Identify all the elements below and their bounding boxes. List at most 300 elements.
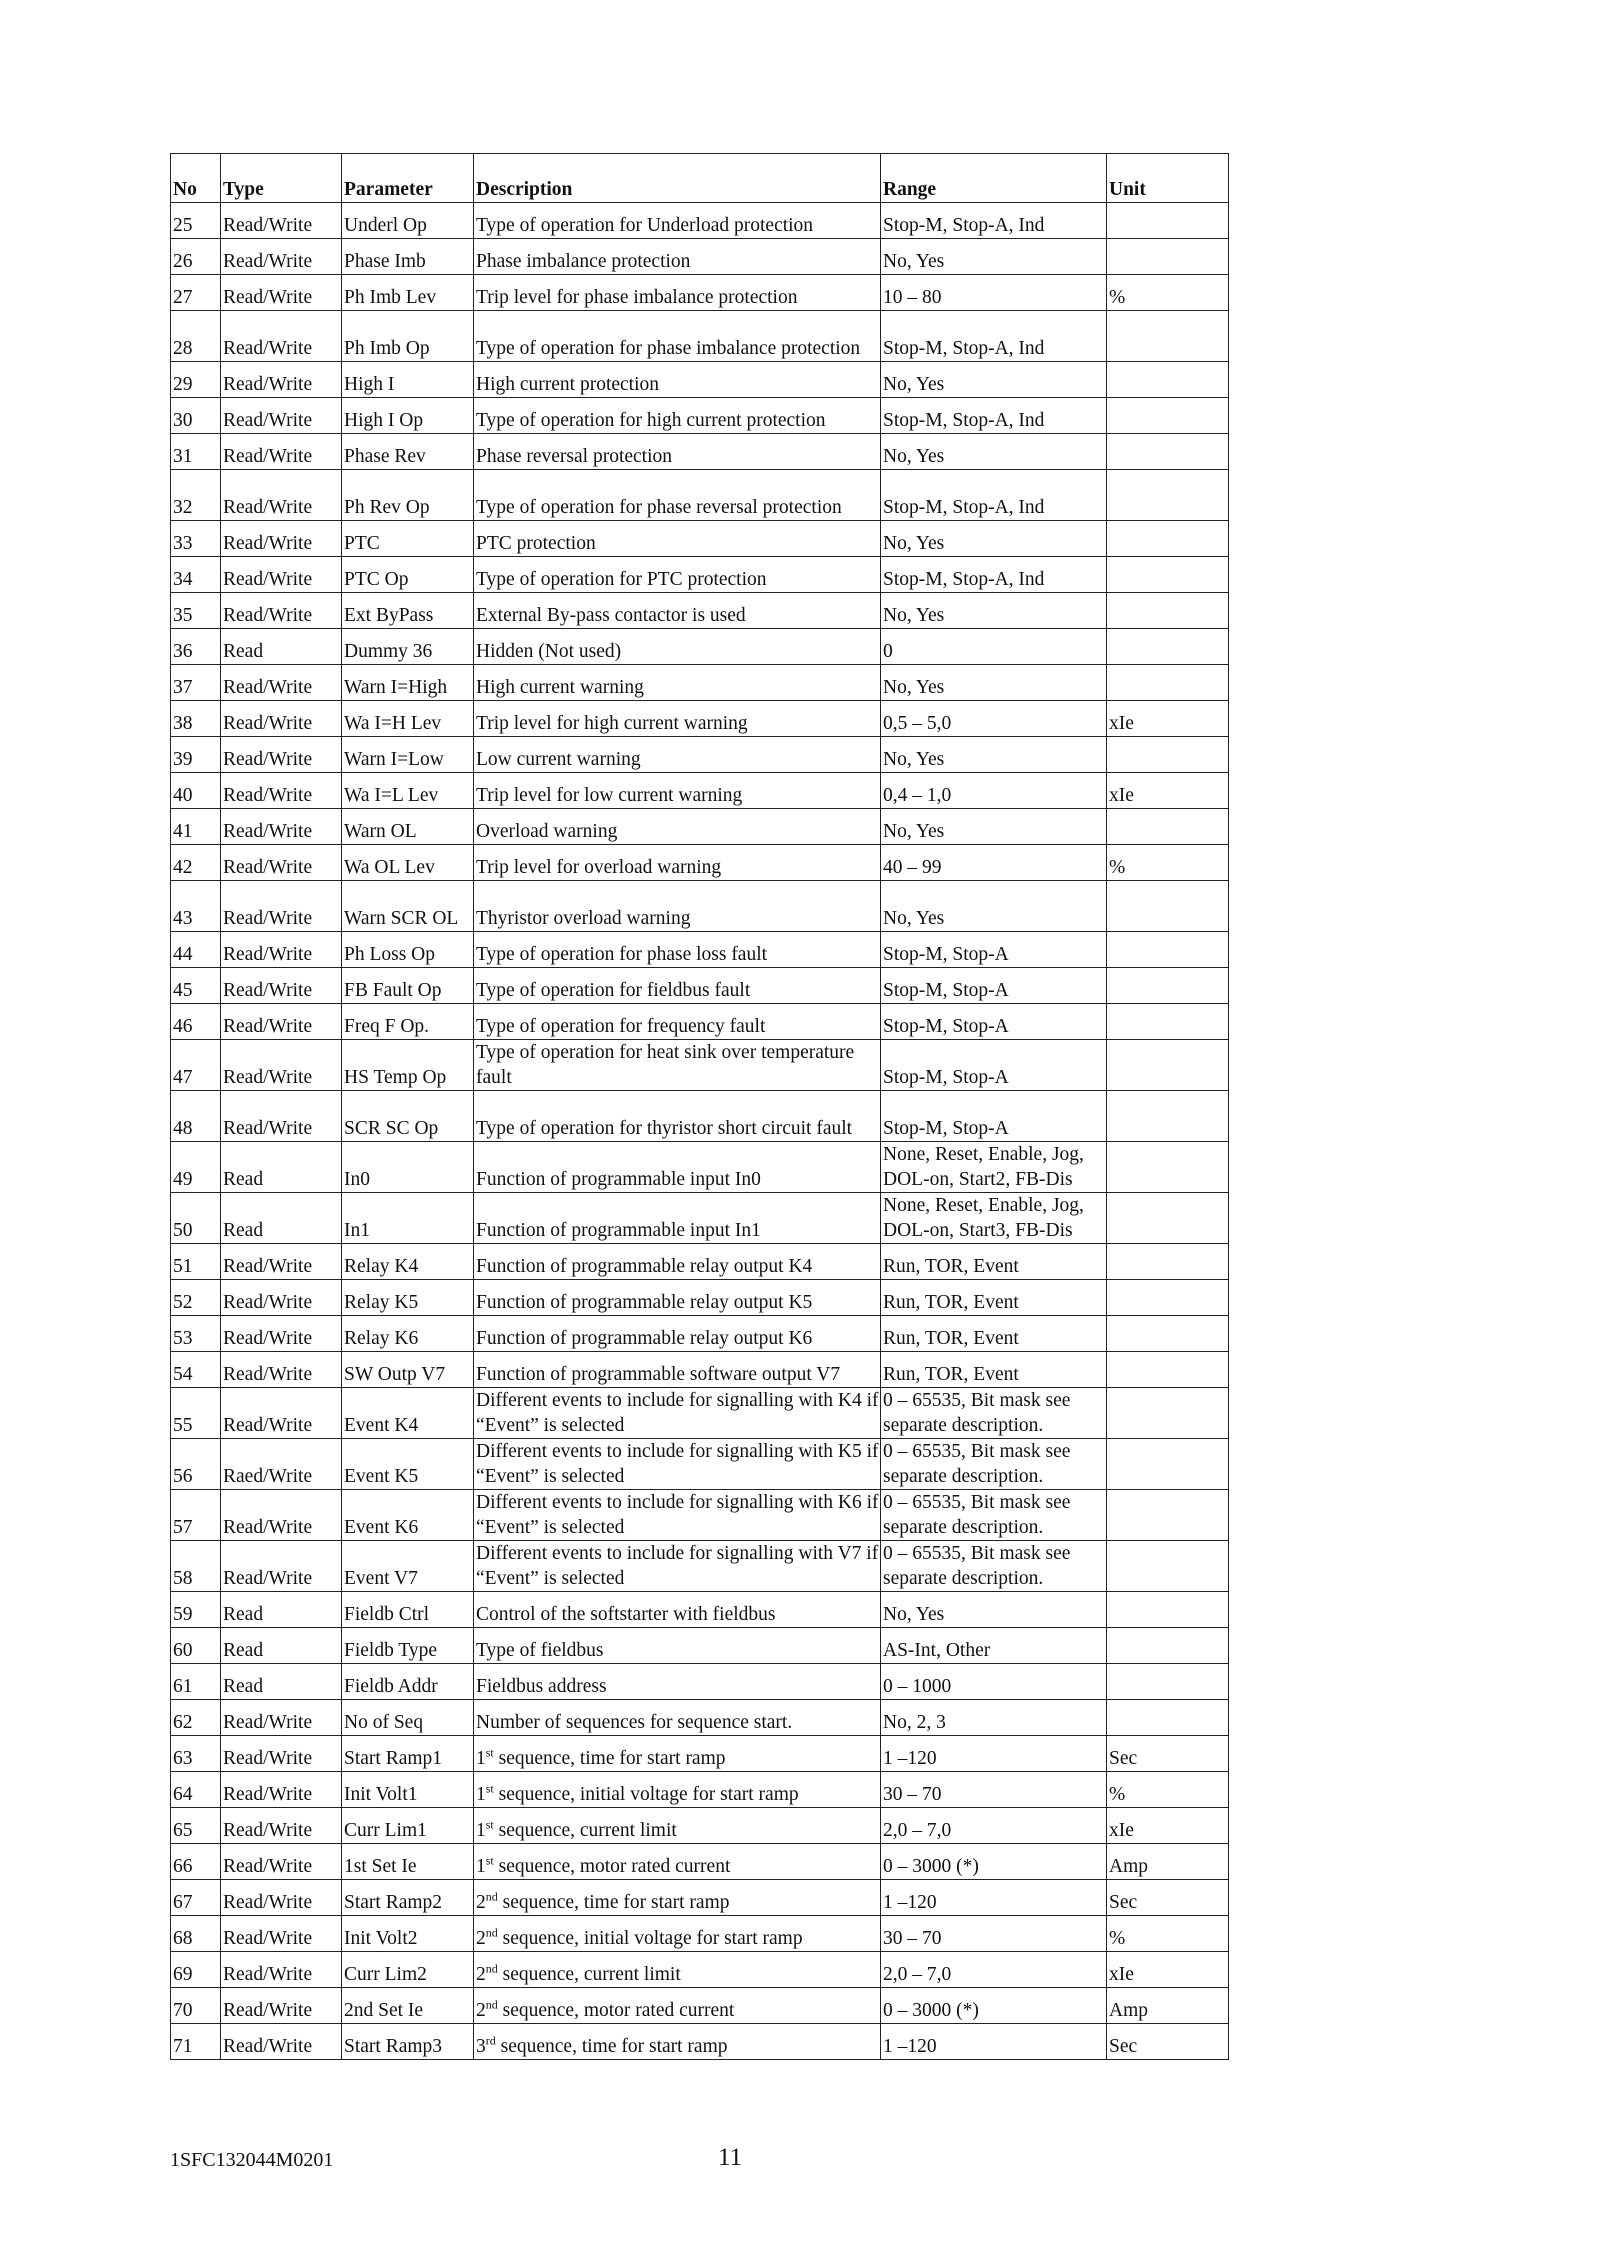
cell-unit: Sec — [1107, 1736, 1229, 1772]
cell-unit — [1107, 629, 1229, 665]
cell-type: Read/Write — [221, 701, 342, 737]
table-row — [171, 557, 1229, 593]
cell-type: Read/Write — [221, 845, 342, 881]
cell-type: Read/Write — [221, 1880, 342, 1916]
table-row — [171, 809, 1229, 845]
cell-no: 29 — [171, 362, 221, 398]
cell-no: 37 — [171, 665, 221, 701]
cell-no: 38 — [171, 701, 221, 737]
cell-unit — [1107, 932, 1229, 968]
cell-parameter: 1st Set Ie — [342, 1844, 474, 1880]
cell-description — [474, 1772, 881, 1808]
cell-range: Stop-M, Stop-A — [881, 932, 1107, 968]
cell-parameter: Phase Rev — [342, 434, 474, 470]
cell-range: No, Yes — [881, 362, 1107, 398]
cell-parameter: Fieldb Ctrl — [342, 1592, 474, 1628]
cell-type: Read/Write — [221, 1004, 342, 1040]
cell-no: 28 — [171, 311, 221, 362]
cell-no: 43 — [171, 881, 221, 932]
cell-range: 0,4 – 1,0 — [881, 773, 1107, 809]
parameter-table — [170, 153, 1229, 2060]
cell-type: Read — [221, 1664, 342, 1700]
cell-description — [474, 2024, 881, 2060]
cell-description — [474, 1880, 881, 1916]
cell-range: None, Reset, Enable, Jog, DOL-on, Start2, FB-Dis — [881, 1142, 1107, 1193]
cell-unit — [1107, 1004, 1229, 1040]
table-row — [171, 1736, 1229, 1772]
cell-no: 57 — [171, 1490, 221, 1541]
cell-parameter: Ext ByPass — [342, 593, 474, 629]
table-header-row — [171, 154, 1229, 203]
cell-unit — [1107, 665, 1229, 701]
cell-range: 1 –120 — [881, 1736, 1107, 1772]
cell-parameter: Curr Lim1 — [342, 1808, 474, 1844]
cell-range: No, Yes — [881, 881, 1107, 932]
description-text: sequence, motor rated current — [493, 1856, 731, 1877]
cell-parameter: Phase Imb — [342, 239, 474, 275]
table-row — [171, 1490, 1229, 1541]
cell-description: Type of operation for PTC protection — [474, 557, 881, 593]
cell-type: Read — [221, 629, 342, 665]
sequence-number: 1 — [476, 1784, 486, 1805]
cell-range: 0 – 65535, Bit mask see separate description. — [881, 1541, 1107, 1592]
table-row — [171, 593, 1229, 629]
cell-parameter: Event K4 — [342, 1388, 474, 1439]
description-text: sequence, time for start ramp — [497, 1892, 730, 1913]
cell-type: Read/Write — [221, 239, 342, 275]
cell-type: Read/Write — [221, 1916, 342, 1952]
cell-description: Trip level for low current warning — [474, 773, 881, 809]
cell-no: 46 — [171, 1004, 221, 1040]
cell-no: 40 — [171, 773, 221, 809]
cell-parameter: Warn SCR OL — [342, 881, 474, 932]
cell-no: 62 — [171, 1700, 221, 1736]
table-row — [171, 1952, 1229, 1988]
cell-unit — [1107, 1439, 1229, 1490]
cell-parameter: SW Outp V7 — [342, 1352, 474, 1388]
cell-range: Run, TOR, Event — [881, 1280, 1107, 1316]
cell-parameter: Freq F Op. — [342, 1004, 474, 1040]
cell-no: 58 — [171, 1541, 221, 1592]
cell-no: 66 — [171, 1844, 221, 1880]
cell-no: 50 — [171, 1193, 221, 1244]
cell-range: No, Yes — [881, 239, 1107, 275]
cell-type: Read/Write — [221, 809, 342, 845]
cell-description: Different events to include for signalling with V7 if “Event” is selected — [474, 1541, 881, 1592]
cell-no: 69 — [171, 1952, 221, 1988]
cell-parameter: Warn I=High — [342, 665, 474, 701]
cell-unit: xIe — [1107, 1808, 1229, 1844]
cell-description — [474, 1916, 881, 1952]
cell-parameter: Ph Loss Op — [342, 932, 474, 968]
table-row — [171, 275, 1229, 311]
cell-description: Hidden (Not used) — [474, 629, 881, 665]
cell-parameter: Event K5 — [342, 1439, 474, 1490]
cell-unit — [1107, 239, 1229, 275]
sequence-number: 1 — [476, 1820, 486, 1841]
cell-no: 64 — [171, 1772, 221, 1808]
cell-no: 63 — [171, 1736, 221, 1772]
cell-parameter: Event V7 — [342, 1541, 474, 1592]
cell-unit: Sec — [1107, 1880, 1229, 1916]
cell-description — [474, 1736, 881, 1772]
cell-type: Read/Write — [221, 470, 342, 521]
cell-unit — [1107, 1388, 1229, 1439]
cell-type: Read/Write — [221, 1316, 342, 1352]
cell-range: Run, TOR, Event — [881, 1244, 1107, 1280]
cell-range: Run, TOR, Event — [881, 1316, 1107, 1352]
cell-unit — [1107, 1490, 1229, 1541]
description-text: sequence, current limit — [493, 1820, 677, 1841]
table-row — [171, 398, 1229, 434]
cell-range: No, Yes — [881, 434, 1107, 470]
cell-parameter: PTC — [342, 521, 474, 557]
sequence-number: 2 — [476, 1928, 486, 1949]
table-row — [171, 1091, 1229, 1142]
sequence-number: 2 — [476, 2000, 486, 2021]
cell-no: 52 — [171, 1280, 221, 1316]
cell-parameter: Fieldb Type — [342, 1628, 474, 1664]
cell-type: Read/Write — [221, 203, 342, 239]
cell-unit — [1107, 737, 1229, 773]
ordinal-suffix: nd — [485, 1997, 498, 2012]
cell-unit — [1107, 521, 1229, 557]
cell-range: 0 — [881, 629, 1107, 665]
table-row — [171, 1700, 1229, 1736]
cell-type: Read/Write — [221, 1040, 342, 1091]
header-unit: Unit — [1107, 154, 1229, 203]
cell-no: 65 — [171, 1808, 221, 1844]
cell-range: 0 – 1000 — [881, 1664, 1107, 1700]
cell-unit: % — [1107, 1916, 1229, 1952]
cell-range: Stop-M, Stop-A, Ind — [881, 311, 1107, 362]
cell-unit — [1107, 809, 1229, 845]
cell-parameter: Event K6 — [342, 1490, 474, 1541]
cell-type: Read/Write — [221, 968, 342, 1004]
cell-no: 47 — [171, 1040, 221, 1091]
sequence-number: 3 — [476, 2036, 486, 2057]
cell-parameter: Relay K6 — [342, 1316, 474, 1352]
cell-no: 49 — [171, 1142, 221, 1193]
cell-no: 68 — [171, 1916, 221, 1952]
cell-unit — [1107, 434, 1229, 470]
cell-range: 40 – 99 — [881, 845, 1107, 881]
cell-no: 60 — [171, 1628, 221, 1664]
cell-no: 30 — [171, 398, 221, 434]
cell-description: Type of operation for phase imbalance protection — [474, 311, 881, 362]
cell-description — [474, 1988, 881, 2024]
cell-parameter: In0 — [342, 1142, 474, 1193]
ordinal-suffix: st — [485, 1817, 494, 1832]
table-row — [171, 1541, 1229, 1592]
cell-range: 0 – 3000 (*) — [881, 1988, 1107, 2024]
cell-no: 33 — [171, 521, 221, 557]
cell-parameter: Warn I=Low — [342, 737, 474, 773]
header-description: Description — [474, 154, 881, 203]
cell-range: Stop-M, Stop-A, Ind — [881, 203, 1107, 239]
cell-range: Stop-M, Stop-A, Ind — [881, 398, 1107, 434]
cell-description: Function of programmable input In1 — [474, 1193, 881, 1244]
table-row — [171, 1988, 1229, 2024]
cell-unit — [1107, 1541, 1229, 1592]
cell-range: No, Yes — [881, 809, 1107, 845]
table-row — [171, 737, 1229, 773]
table-row — [171, 1664, 1229, 1700]
cell-no: 44 — [171, 932, 221, 968]
cell-no: 42 — [171, 845, 221, 881]
cell-no: 53 — [171, 1316, 221, 1352]
cell-type: Read/Write — [221, 362, 342, 398]
cell-type: Read/Write — [221, 1772, 342, 1808]
table-row — [171, 521, 1229, 557]
cell-description: Number of sequences for sequence start. — [474, 1700, 881, 1736]
table-row — [171, 1628, 1229, 1664]
cell-description: External By-pass contactor is used — [474, 593, 881, 629]
cell-parameter: Start Ramp1 — [342, 1736, 474, 1772]
cell-type: Read/Write — [221, 1541, 342, 1592]
cell-type: Read/Write — [221, 1091, 342, 1142]
cell-description: Type of operation for heat sink over temperature fault — [474, 1040, 881, 1091]
description-text: sequence, initial voltage for start ramp — [497, 1928, 803, 1949]
table-row — [171, 203, 1229, 239]
cell-range: 10 – 80 — [881, 275, 1107, 311]
cell-range: No, Yes — [881, 1592, 1107, 1628]
cell-no: 32 — [171, 470, 221, 521]
header-range: Range — [881, 154, 1107, 203]
cell-description: Function of programmable relay output K4 — [474, 1244, 881, 1280]
cell-description: Phase reversal protection — [474, 434, 881, 470]
ordinal-suffix: st — [485, 1781, 494, 1796]
description-text: sequence, initial voltage for start ramp — [493, 1784, 799, 1805]
cell-no: 67 — [171, 1880, 221, 1916]
cell-unit — [1107, 1316, 1229, 1352]
header-parameter: Parameter — [342, 154, 474, 203]
table-row — [171, 1193, 1229, 1244]
cell-range: Stop-M, Stop-A — [881, 968, 1107, 1004]
description-text: sequence, motor rated current — [497, 2000, 735, 2021]
cell-type: Read — [221, 1592, 342, 1628]
cell-range: Stop-M, Stop-A — [881, 1004, 1107, 1040]
table-row — [171, 2024, 1229, 2060]
cell-type: Read — [221, 1193, 342, 1244]
cell-description: Function of programmable software output V7 — [474, 1352, 881, 1388]
cell-description: Type of operation for high current protection — [474, 398, 881, 434]
cell-unit: xIe — [1107, 773, 1229, 809]
cell-description: Different events to include for signalling with K6 if “Event” is selected — [474, 1490, 881, 1541]
cell-range: None, Reset, Enable, Jog, DOL-on, Start3, FB-Dis — [881, 1193, 1107, 1244]
cell-parameter: Curr Lim2 — [342, 1952, 474, 1988]
cell-type: Read/Write — [221, 1280, 342, 1316]
cell-parameter: High I Op — [342, 398, 474, 434]
cell-type: Read/Write — [221, 1736, 342, 1772]
cell-type: Read/Write — [221, 521, 342, 557]
cell-no: 25 — [171, 203, 221, 239]
cell-description: Type of operation for fieldbus fault — [474, 968, 881, 1004]
table-row — [171, 1244, 1229, 1280]
ordinal-suffix: st — [485, 1745, 494, 1760]
cell-range: No, Yes — [881, 521, 1107, 557]
cell-unit — [1107, 1244, 1229, 1280]
cell-type: Read/Write — [221, 1952, 342, 1988]
cell-range: 30 – 70 — [881, 1916, 1107, 1952]
cell-type: Read/Write — [221, 1490, 342, 1541]
cell-unit — [1107, 557, 1229, 593]
cell-unit: % — [1107, 275, 1229, 311]
cell-parameter: Fieldb Addr — [342, 1664, 474, 1700]
table-row — [171, 1142, 1229, 1193]
cell-description — [474, 1808, 881, 1844]
cell-unit — [1107, 203, 1229, 239]
cell-range: 1 –120 — [881, 2024, 1107, 2060]
header-no: No — [171, 154, 221, 203]
cell-no: 51 — [171, 1244, 221, 1280]
cell-no: 34 — [171, 557, 221, 593]
cell-type: Read/Write — [221, 275, 342, 311]
cell-type: Read/Write — [221, 1244, 342, 1280]
cell-unit: Amp — [1107, 1844, 1229, 1880]
table-row — [171, 932, 1229, 968]
cell-parameter: High I — [342, 362, 474, 398]
cell-description: Type of operation for phase loss fault — [474, 932, 881, 968]
table-row — [171, 665, 1229, 701]
cell-range: No, Yes — [881, 737, 1107, 773]
table-row — [171, 1004, 1229, 1040]
cell-parameter: Ph Imb Lev — [342, 275, 474, 311]
cell-parameter: Start Ramp2 — [342, 1880, 474, 1916]
cell-description: PTC protection — [474, 521, 881, 557]
cell-type: Read/Write — [221, 737, 342, 773]
cell-unit: Sec — [1107, 2024, 1229, 2060]
cell-type: Read — [221, 1628, 342, 1664]
table-row — [171, 1040, 1229, 1091]
cell-range: 2,0 – 7,0 — [881, 1952, 1107, 1988]
cell-no: 41 — [171, 809, 221, 845]
cell-no: 54 — [171, 1352, 221, 1388]
cell-no: 56 — [171, 1439, 221, 1490]
cell-description: Trip level for phase imbalance protection — [474, 275, 881, 311]
cell-description: High current warning — [474, 665, 881, 701]
sequence-number: 2 — [476, 1964, 486, 1985]
table-row — [171, 1808, 1229, 1844]
cell-unit — [1107, 881, 1229, 932]
cell-type: Read/Write — [221, 1808, 342, 1844]
sequence-number: 1 — [476, 1856, 486, 1877]
cell-unit — [1107, 470, 1229, 521]
page-number: 11 — [718, 2144, 743, 2171]
ordinal-suffix: nd — [485, 1889, 498, 1904]
table-row — [171, 701, 1229, 737]
cell-unit — [1107, 398, 1229, 434]
cell-unit — [1107, 362, 1229, 398]
table-row — [171, 845, 1229, 881]
sequence-number: 1 — [476, 1748, 486, 1769]
cell-unit — [1107, 1280, 1229, 1316]
cell-range: 30 – 70 — [881, 1772, 1107, 1808]
cell-no: 26 — [171, 239, 221, 275]
cell-range: No, Yes — [881, 665, 1107, 701]
cell-no: 39 — [171, 737, 221, 773]
cell-range: AS-Int, Other — [881, 1628, 1107, 1664]
cell-type: Read — [221, 1142, 342, 1193]
table-row — [171, 434, 1229, 470]
cell-type: Read/Write — [221, 311, 342, 362]
cell-description: Thyristor overload warning — [474, 881, 881, 932]
cell-unit — [1107, 1592, 1229, 1628]
cell-description: Function of programmable relay output K6 — [474, 1316, 881, 1352]
cell-parameter: HS Temp Op — [342, 1040, 474, 1091]
cell-no: 55 — [171, 1388, 221, 1439]
cell-range: 0 – 65535, Bit mask see separate description. — [881, 1439, 1107, 1490]
cell-range: Stop-M, Stop-A — [881, 1091, 1107, 1142]
cell-parameter: Relay K5 — [342, 1280, 474, 1316]
cell-type: Read/Write — [221, 1352, 342, 1388]
cell-parameter: PTC Op — [342, 557, 474, 593]
cell-parameter: Start Ramp3 — [342, 2024, 474, 2060]
cell-parameter: Underl Op — [342, 203, 474, 239]
cell-unit: Amp — [1107, 1988, 1229, 2024]
table-row — [171, 1880, 1229, 1916]
table-row — [171, 1772, 1229, 1808]
cell-parameter: Ph Rev Op — [342, 470, 474, 521]
cell-description: Different events to include for signalling with K4 if “Event” is selected — [474, 1388, 881, 1439]
table-row — [171, 1439, 1229, 1490]
table-row — [171, 773, 1229, 809]
cell-range: Stop-M, Stop-A, Ind — [881, 470, 1107, 521]
table-row — [171, 1280, 1229, 1316]
cell-unit — [1107, 311, 1229, 362]
cell-type: Read/Write — [221, 1388, 342, 1439]
table-body — [171, 203, 1229, 2060]
cell-description: Type of operation for thyristor short circuit fault — [474, 1091, 881, 1142]
cell-type: Read/Write — [221, 665, 342, 701]
cell-description: Function of programmable relay output K5 — [474, 1280, 881, 1316]
cell-type: Raed/Write — [221, 1439, 342, 1490]
table-row — [171, 629, 1229, 665]
cell-unit: xIe — [1107, 701, 1229, 737]
sequence-number: 2 — [476, 1892, 486, 1913]
cell-description: Low current warning — [474, 737, 881, 773]
cell-parameter: Init Volt2 — [342, 1916, 474, 1952]
cell-no: 45 — [171, 968, 221, 1004]
cell-type: Read/Write — [221, 1988, 342, 2024]
document-code: 1SFC132044M0201 — [170, 2149, 334, 2171]
cell-description: Phase imbalance protection — [474, 239, 881, 275]
cell-type: Read/Write — [221, 932, 342, 968]
cell-no: 71 — [171, 2024, 221, 2060]
cell-range: 0 – 65535, Bit mask see separate description. — [881, 1490, 1107, 1541]
cell-no: 48 — [171, 1091, 221, 1142]
ordinal-suffix: rd — [485, 2033, 496, 2048]
table-row — [171, 1316, 1229, 1352]
cell-unit — [1107, 1193, 1229, 1244]
cell-unit — [1107, 1040, 1229, 1091]
cell-description: Control of the softstarter with fieldbus — [474, 1592, 881, 1628]
cell-no: 59 — [171, 1592, 221, 1628]
cell-unit — [1107, 1091, 1229, 1142]
cell-parameter: SCR SC Op — [342, 1091, 474, 1142]
cell-type: Read/Write — [221, 434, 342, 470]
cell-unit — [1107, 1142, 1229, 1193]
cell-type: Read/Write — [221, 773, 342, 809]
cell-parameter: Init Volt1 — [342, 1772, 474, 1808]
cell-range: No, 2, 3 — [881, 1700, 1107, 1736]
table-row — [171, 1916, 1229, 1952]
table-row — [171, 470, 1229, 521]
cell-range: 0 – 65535, Bit mask see separate description. — [881, 1388, 1107, 1439]
cell-description: Different events to include for signalling with K5 if “Event” is selected — [474, 1439, 881, 1490]
ordinal-suffix: nd — [485, 1961, 498, 1976]
cell-description: Trip level for high current warning — [474, 701, 881, 737]
